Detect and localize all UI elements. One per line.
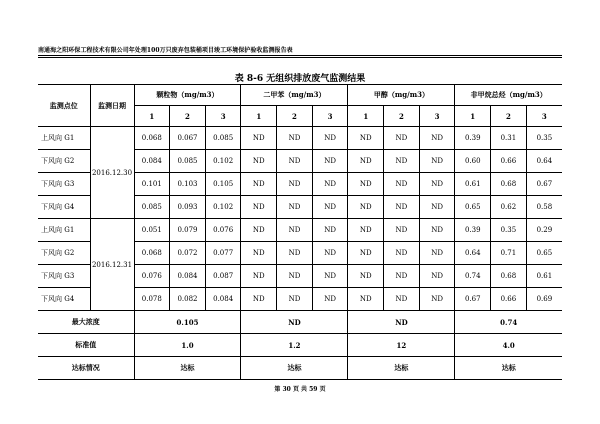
value-cell: ND [277, 265, 313, 288]
value-cell: 0.71 [491, 242, 527, 265]
value-cell: 0.60 [455, 150, 491, 173]
value-cell: 0.29 [526, 219, 562, 242]
value-cell: ND [277, 219, 313, 242]
value-cell: ND [348, 173, 384, 196]
header-rule-thin [38, 57, 562, 58]
value-cell: ND [277, 150, 313, 173]
value-cell: 0.62 [491, 196, 527, 219]
value-cell: ND [241, 288, 277, 311]
value-cell: 0.66 [491, 150, 527, 173]
value-cell: ND [419, 288, 455, 311]
value-cell: 0.35 [491, 219, 527, 242]
value-cell: ND [241, 242, 277, 265]
value-cell: ND [241, 127, 277, 150]
value-cell: 0.084 [205, 288, 241, 311]
value-cell: 0.085 [205, 127, 241, 150]
value-cell: 0.31 [491, 127, 527, 150]
value-cell: ND [419, 173, 455, 196]
value-cell: 0.58 [526, 196, 562, 219]
value-cell: 0.079 [170, 219, 206, 242]
value-cell: 0.051 [134, 219, 170, 242]
value-cell: ND [241, 173, 277, 196]
table-row [38, 219, 562, 242]
value-cell: 0.65 [455, 196, 491, 219]
value-cell: ND [241, 150, 277, 173]
value-cell: ND [241, 265, 277, 288]
value-cell: 0.082 [170, 288, 206, 311]
value-cell: ND [384, 150, 420, 173]
value-cell: ND [277, 288, 313, 311]
value-cell: 0.087 [205, 265, 241, 288]
value-cell: 0.084 [170, 265, 206, 288]
value-cell: 0.103 [170, 173, 206, 196]
table-caption: 表 8-6 无组织排放废气监测结果 [234, 74, 366, 84]
subheader-3: 3 [526, 106, 562, 127]
value-cell: ND [241, 219, 277, 242]
value-cell: 0.69 [526, 288, 562, 311]
monitoring-point: 下风向 G3 [38, 265, 90, 288]
value-cell: ND [241, 196, 277, 219]
value-cell: ND [312, 173, 348, 196]
value-cell: ND [277, 127, 313, 150]
value-cell: 0.084 [134, 150, 170, 173]
summary-row-standard [38, 334, 562, 357]
value-cell: 0.067 [170, 127, 206, 150]
summary-value: 1.2 [241, 334, 348, 357]
subheader-2: 2 [384, 106, 420, 127]
summary-value: 0.74 [455, 311, 562, 334]
value-cell: 0.076 [134, 265, 170, 288]
summary-row-max [38, 311, 562, 334]
summary-label: 达标情况 [38, 357, 134, 380]
value-cell: ND [348, 196, 384, 219]
value-cell: ND [312, 219, 348, 242]
document-header: 南通海之阳环保工程技术有限公司年处理100万只废弃包装桶项目竣工环境保护验收监测报告表 [38, 47, 293, 54]
monitoring-point: 下风向 G4 [38, 288, 90, 311]
value-cell: 0.085 [170, 150, 206, 173]
value-cell: ND [312, 265, 348, 288]
table-row [38, 127, 562, 150]
value-cell: 0.64 [455, 242, 491, 265]
value-cell: ND [384, 242, 420, 265]
summary-value: 12 [348, 334, 455, 357]
monitoring-point: 下风向 G4 [38, 196, 90, 219]
value-cell: 0.072 [170, 242, 206, 265]
value-cell: ND [348, 242, 384, 265]
summary-value: ND [348, 311, 455, 334]
monitoring-point: 下风向 G3 [38, 173, 90, 196]
value-cell: ND [277, 196, 313, 219]
monitoring-point: 上风向 G1 [38, 127, 90, 150]
summary-value: 1.0 [134, 334, 241, 357]
value-cell: 0.105 [205, 173, 241, 196]
value-cell: ND [384, 288, 420, 311]
subheader-3: 3 [419, 106, 455, 127]
value-cell: ND [419, 219, 455, 242]
value-cell: 0.39 [455, 127, 491, 150]
value-cell: 0.068 [134, 242, 170, 265]
column-header-methanol: 甲醇（mg/m3） [348, 85, 455, 106]
subheader-2: 2 [170, 106, 206, 127]
monitoring-date: 2016.12.31 [90, 219, 134, 311]
value-cell: ND [348, 127, 384, 150]
value-cell: ND [348, 288, 384, 311]
summary-value: 达标 [348, 357, 455, 380]
value-cell: 0.077 [205, 242, 241, 265]
value-cell: ND [277, 242, 313, 265]
value-cell: 0.076 [205, 219, 241, 242]
monitoring-point: 下风向 G2 [38, 150, 90, 173]
column-header-xylene: 二甲苯（mg/m3） [241, 85, 348, 106]
column-header-point: 监测点位 [38, 85, 90, 127]
value-cell: 0.101 [134, 173, 170, 196]
column-header-nmhc: 非甲烷总烃（mg/m3） [455, 85, 562, 106]
subheader-3: 3 [205, 106, 241, 127]
value-cell: 0.102 [205, 196, 241, 219]
value-cell: ND [384, 219, 420, 242]
value-cell: ND [384, 127, 420, 150]
subheader-1: 1 [134, 106, 170, 127]
value-cell: 0.67 [455, 288, 491, 311]
monitoring-point: 下风向 G2 [38, 242, 90, 265]
subheader-1: 1 [241, 106, 277, 127]
value-cell: 0.65 [526, 242, 562, 265]
value-cell: 0.39 [455, 219, 491, 242]
subheader-3: 3 [312, 106, 348, 127]
value-cell: ND [419, 196, 455, 219]
summary-value: 达标 [455, 357, 562, 380]
summary-value: 4.0 [455, 334, 562, 357]
summary-label: 标准值 [38, 334, 134, 357]
value-cell: ND [384, 196, 420, 219]
value-cell: 0.66 [491, 288, 527, 311]
value-cell: ND [312, 150, 348, 173]
value-cell: ND [384, 265, 420, 288]
value-cell: ND [419, 242, 455, 265]
summary-value: 达标 [134, 357, 241, 380]
value-cell: ND [348, 219, 384, 242]
emission-monitoring-table [38, 84, 562, 380]
summary-row-compliance [38, 357, 562, 380]
value-cell: 0.68 [491, 173, 527, 196]
column-header-particulate: 颗粒物（mg/m3） [134, 85, 241, 106]
value-cell: ND [419, 265, 455, 288]
value-cell: 0.67 [526, 173, 562, 196]
value-cell: ND [348, 150, 384, 173]
value-cell: ND [419, 127, 455, 150]
value-cell: ND [419, 150, 455, 173]
value-cell: ND [312, 127, 348, 150]
subheader-2: 2 [277, 106, 313, 127]
value-cell: 0.093 [170, 196, 206, 219]
value-cell: ND [312, 288, 348, 311]
monitoring-point: 上风向 G1 [38, 219, 90, 242]
value-cell: 0.085 [134, 196, 170, 219]
subheader-1: 1 [455, 106, 491, 127]
table-header-row [38, 85, 562, 106]
value-cell: 0.078 [134, 288, 170, 311]
summary-value: 达标 [241, 357, 348, 380]
value-cell: ND [312, 196, 348, 219]
value-cell: 0.068 [134, 127, 170, 150]
value-cell: ND [277, 173, 313, 196]
value-cell: 0.35 [526, 127, 562, 150]
value-cell: 0.61 [455, 173, 491, 196]
value-cell: 0.64 [526, 150, 562, 173]
value-cell: 0.61 [526, 265, 562, 288]
subheader-2: 2 [491, 106, 527, 127]
value-cell: 0.68 [491, 265, 527, 288]
value-cell: 0.102 [205, 150, 241, 173]
summary-value: ND [241, 311, 348, 334]
summary-value: 0.105 [134, 311, 241, 334]
page-number: 第 30 页 共 59 页 [274, 386, 326, 393]
value-cell: ND [312, 242, 348, 265]
monitoring-date: 2016.12.30 [90, 127, 134, 219]
column-header-date: 监测日期 [90, 85, 134, 127]
value-cell: ND [348, 265, 384, 288]
value-cell: ND [384, 173, 420, 196]
subheader-1: 1 [348, 106, 384, 127]
summary-label: 最大浓度 [38, 311, 134, 334]
header-rule [38, 55, 562, 56]
value-cell: 0.74 [455, 265, 491, 288]
